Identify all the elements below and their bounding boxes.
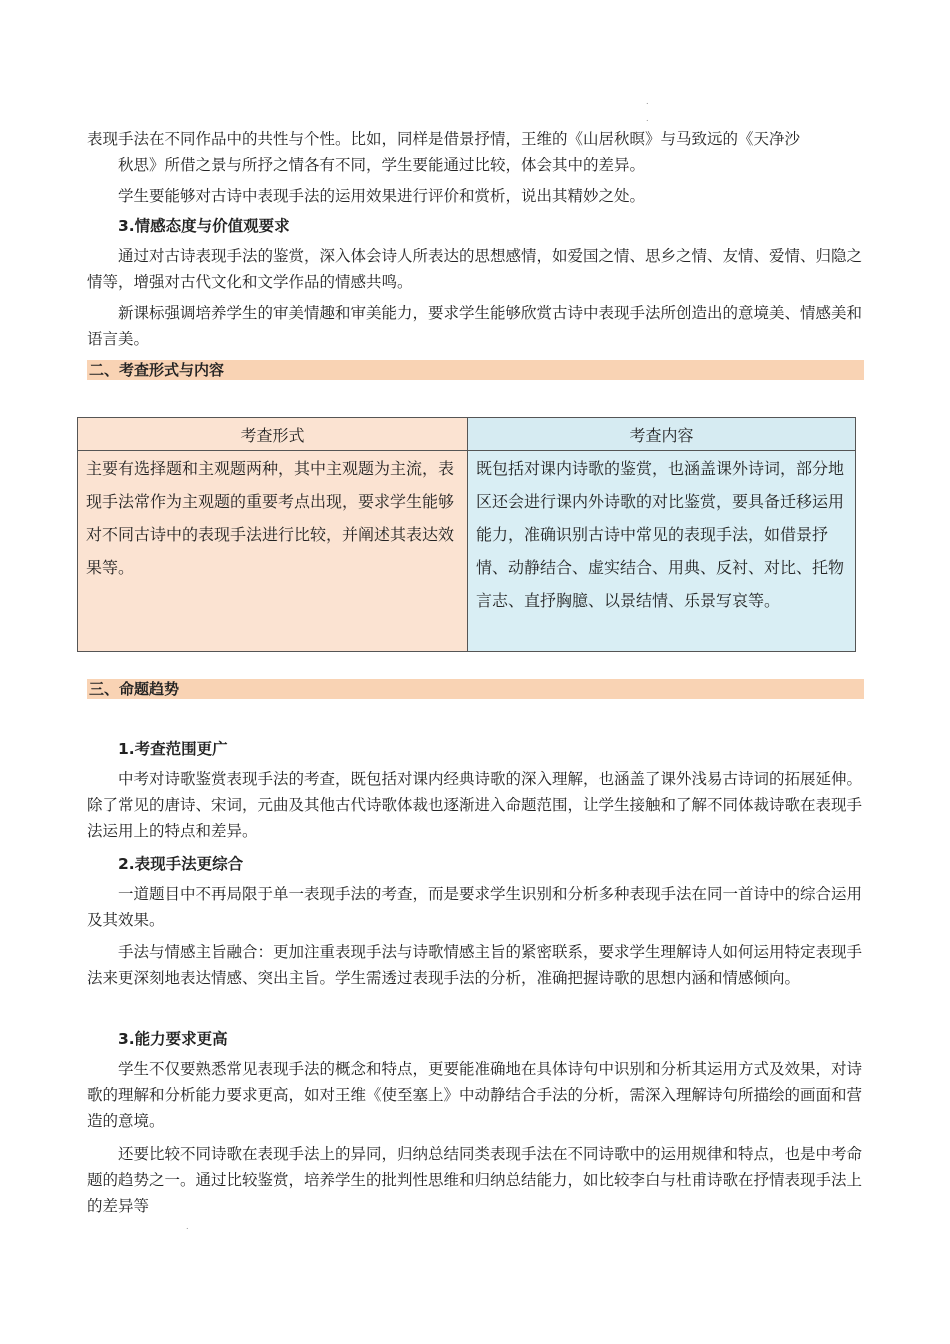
table-cell-format: 主要有选择题和主观题两种，其中主观题为主流，表现手法常作为主观题的重要考点出现，要求学生能够对不同古诗中的表现手法进行比较，并阐述其表达效果等。: [78, 451, 468, 652]
section-3-paragraph-1: 通过对古诗表现手法的鉴赏，深入体会诗人所表达的思想感情，如爱国之情、思乡之情、友情、爱情、归隐之情等，增强对古代文化和文学作品的情感共鸣。: [87, 247, 863, 291]
intro-paragraph-2: 学生要能够对古诗中表现手法的运用效果进行评价和赏析，说出其精妙之处。: [118, 187, 646, 205]
exam-format-table: [77, 417, 856, 652]
trend-2-paragraph-1: 一道题目中不再局限于单一表现手法的考查，而是要求学生识别和分析多种表现手法在同一首诗中的综合运用及其效果。: [87, 885, 863, 929]
footer-mark: .: [186, 1222, 189, 1231]
trend-3-heading: 3.能力要求更高: [118, 1030, 228, 1048]
section-3-heading: 3.情感态度与价值观要求: [118, 217, 290, 235]
section-3-paragraph-2: 新课标强调培养学生的审美情趣和审美能力，要求学生能够欣赏古诗中表现手法所创造出的意境美、情感美和语言美。: [87, 304, 863, 348]
trend-1-heading: 1.考查范围更广: [118, 740, 228, 758]
table-cell-content: 既包括对课内诗歌的鉴赏，也涵盖课外诗词，部分地区还会进行课内外诗歌的对比鉴赏，要具备迁移运用能力，准确识别古诗中常见的表现手法，如借景抒情、动静结合、虚实结合、用典、反衬、对比、托物言志、直抒胸臆、以景结情、乐景写哀等。: [468, 451, 856, 652]
table-header-content: 考查内容: [468, 418, 856, 451]
trend-2-heading: 2.表现手法更综合: [118, 855, 244, 873]
section-band-2: 二、考查形式与内容: [87, 360, 864, 380]
table-row: [78, 451, 856, 652]
header-mark: .: [646, 114, 649, 123]
trend-2-paragraph-2: 手法与情感主旨融合：更加注重表现手法与诗歌情感主旨的紧密联系，要求学生理解诗人如何运用特定表现手法来更深刻地表达情感、突出主旨。学生需透过表现手法的分析，准确把握诗歌的思想内涵和情感倾向。: [87, 943, 863, 987]
table-header-format: 考查形式: [78, 418, 468, 451]
table-header-row: [78, 418, 856, 451]
header-mark: .: [646, 97, 649, 106]
trend-1-paragraph: 中考对诗歌鉴赏表现手法的考查，既包括对课内经典诗歌的深入理解，也涵盖了课外浅易古诗词的拓展延伸。除了常见的唐诗、宋词，元曲及其他古代诗歌体裁也逐渐进入命题范围，让学生接触和了解不同体裁诗歌在表现手法运用上的特点和差异。: [87, 770, 863, 840]
trend-3-paragraph-1: 学生不仅要熟悉常见表现手法的概念和特点，更要能准确地在具体诗句中识别和分析其运用方式及效果，对诗歌的理解和分析能力要求更高，如对王维《使至塞上》中动静结合手法的分析，需深入理解诗句所描绘的画面和营造的意境。: [87, 1060, 863, 1130]
intro-paragraph-1-cont: 秋思》所借之景与所抒之情各有不同，学生要能通过比较，体会其中的差异。: [118, 156, 646, 174]
intro-paragraph-1: 表现手法在不同作品中的共性与个性。比如，同样是借景抒情，王维的《山居秋暝》与马致远的《天净沙: [87, 130, 801, 148]
section-band-3: 三、命题趋势: [87, 679, 864, 699]
trend-3-paragraph-2: 还要比较不同诗歌在表现手法上的异同，归纳总结同类表现手法在不同诗歌中的运用规律和特点，也是中考命题的趋势之一。通过比较鉴赏，培养学生的批判性思维和归纳总结能力，如比较李白与杜甫诗歌在抒情表现手法上的差异等: [87, 1145, 863, 1215]
